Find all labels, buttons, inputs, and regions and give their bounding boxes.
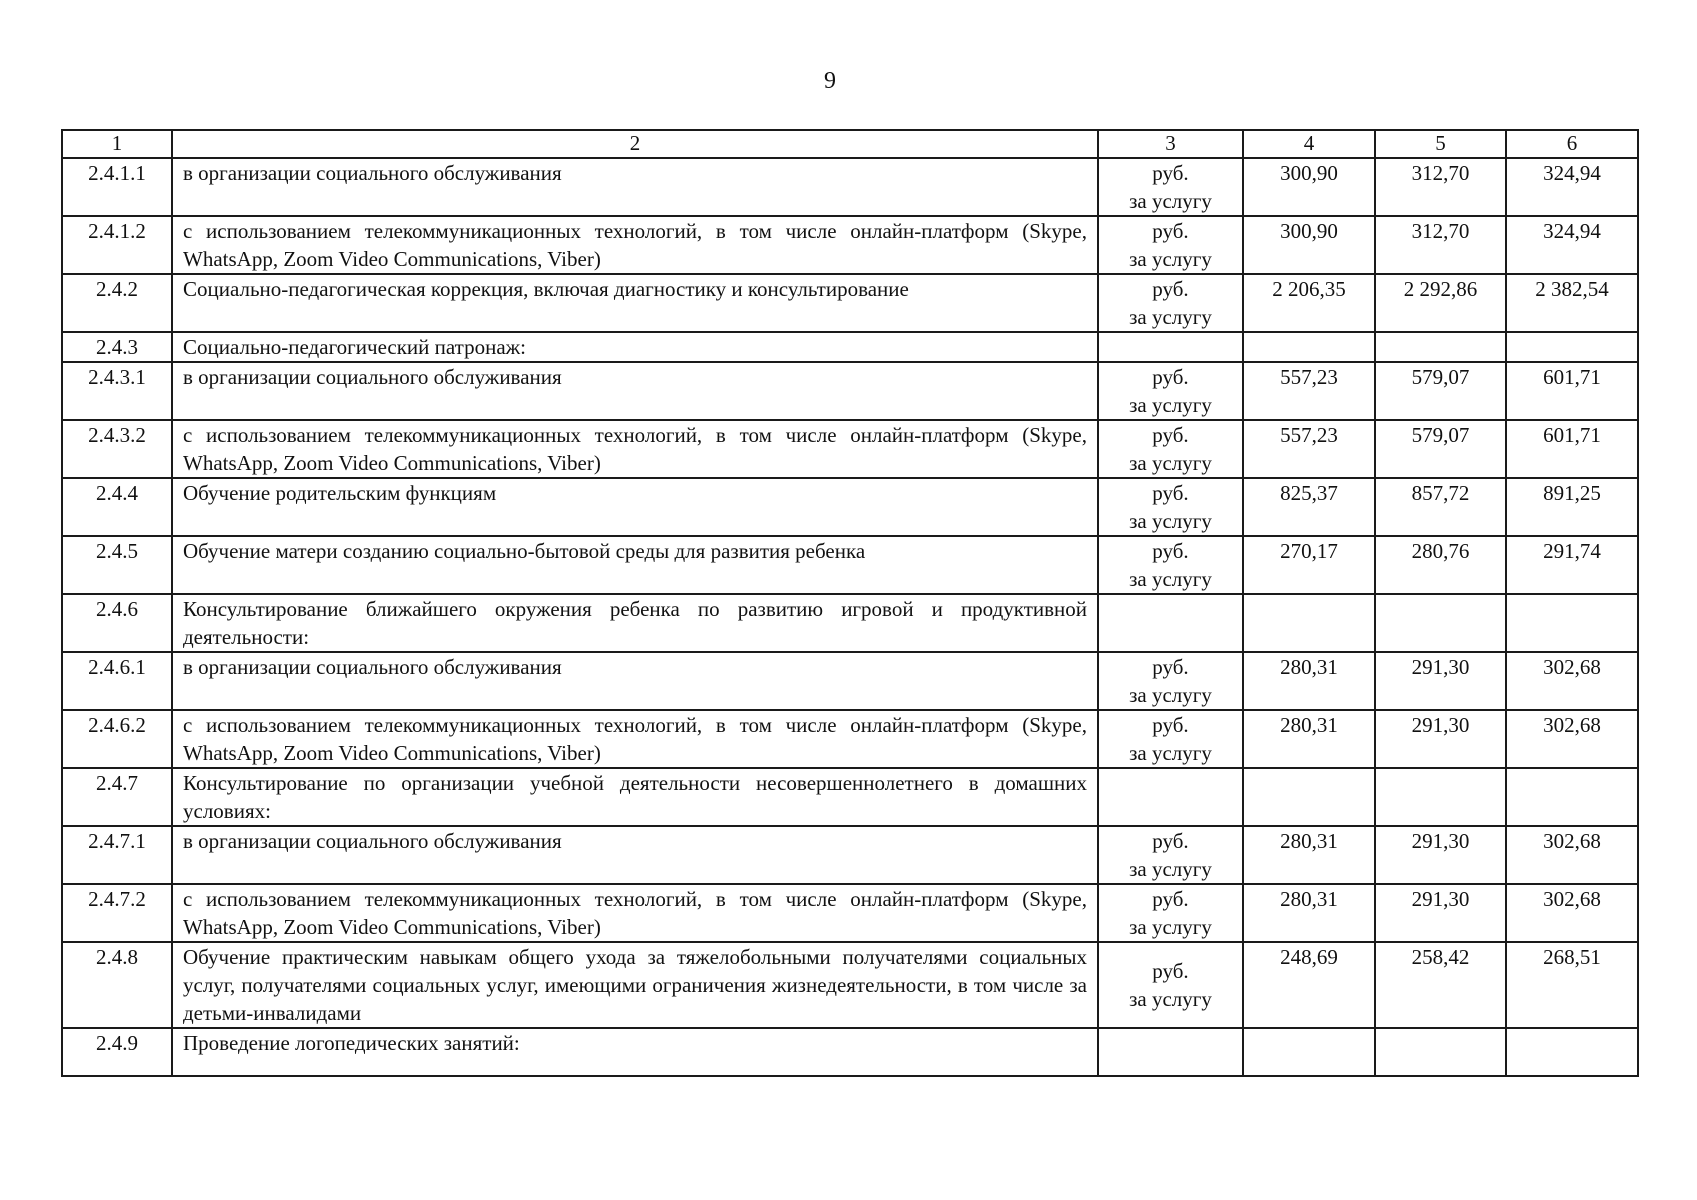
value-col-5: 291,30	[1375, 884, 1506, 942]
value-col-4: 300,90	[1243, 158, 1375, 216]
unit-cell: руб. за услугу	[1098, 884, 1243, 942]
service-name: в организации социального обслуживания	[172, 652, 1098, 710]
value-col-6: 2 382,54	[1506, 274, 1638, 332]
table-row	[62, 826, 1638, 884]
unit-cell	[1098, 1028, 1243, 1076]
table-row	[62, 536, 1638, 594]
page-number: 9	[824, 68, 836, 94]
value-col-6: 601,71	[1506, 420, 1638, 478]
service-name: Социально-педагогическая коррекция, включая диагностику и консультирование	[172, 274, 1098, 332]
value-col-4: 300,90	[1243, 216, 1375, 274]
value-col-4: 825,37	[1243, 478, 1375, 536]
value-col-5: 280,76	[1375, 536, 1506, 594]
service-name: Социально-педагогический патронаж:	[172, 332, 1098, 362]
unit-cell: руб. за услугу	[1098, 478, 1243, 536]
row-number: 2.4.5	[62, 536, 172, 594]
service-name: Проведение логопедических занятий:	[172, 1028, 1098, 1076]
unit-cell: руб. за услугу	[1098, 158, 1243, 216]
unit-cell: руб. за услугу	[1098, 420, 1243, 478]
value-col-6: 324,94	[1506, 158, 1638, 216]
value-col-5	[1375, 332, 1506, 362]
unit-cell: руб. за услугу	[1098, 362, 1243, 420]
value-col-4: 2 206,35	[1243, 274, 1375, 332]
table-row	[62, 332, 1638, 362]
value-col-5	[1375, 594, 1506, 652]
row-number: 2.4.6	[62, 594, 172, 652]
value-col-4: 280,31	[1243, 710, 1375, 768]
tariff-table-body	[62, 130, 1638, 1076]
row-number: 2.4.2	[62, 274, 172, 332]
unit-cell: руб. за услугу	[1098, 652, 1243, 710]
value-col-5: 291,30	[1375, 710, 1506, 768]
unit-cell	[1098, 594, 1243, 652]
table-row	[62, 158, 1638, 216]
value-col-5: 312,70	[1375, 216, 1506, 274]
value-col-4: 270,17	[1243, 536, 1375, 594]
value-col-5	[1375, 768, 1506, 826]
header-col-4: 4	[1243, 130, 1375, 158]
value-col-4	[1243, 332, 1375, 362]
header-row	[62, 130, 1638, 158]
service-name: Обучение родительским функциям	[172, 478, 1098, 536]
value-col-6: 302,68	[1506, 710, 1638, 768]
header-col-1: 1	[62, 130, 172, 158]
value-col-5: 857,72	[1375, 478, 1506, 536]
value-col-5: 291,30	[1375, 826, 1506, 884]
row-number: 2.4.1.1	[62, 158, 172, 216]
header-col-2: 2	[172, 130, 1098, 158]
unit-cell: руб. за услугу	[1098, 216, 1243, 274]
value-col-4	[1243, 768, 1375, 826]
row-number: 2.4.3.2	[62, 420, 172, 478]
value-col-6: 302,68	[1506, 826, 1638, 884]
unit-cell: руб. за услугу	[1098, 826, 1243, 884]
service-name: в организации социального обслуживания	[172, 158, 1098, 216]
service-name: с использованием телекоммуникационных технологий, в том числе онлайн-платформ (Skype, WhatsApp, Zoom Video Communications, Viber)	[172, 884, 1098, 942]
value-col-6	[1506, 594, 1638, 652]
value-col-6: 302,68	[1506, 652, 1638, 710]
value-col-6: 891,25	[1506, 478, 1638, 536]
header-col-5: 5	[1375, 130, 1506, 158]
value-col-5: 579,07	[1375, 420, 1506, 478]
row-number: 2.4.9	[62, 1028, 172, 1076]
value-col-4: 557,23	[1243, 420, 1375, 478]
value-col-5: 291,30	[1375, 652, 1506, 710]
value-col-4: 280,31	[1243, 652, 1375, 710]
tariff-table	[61, 129, 1639, 1077]
unit-cell	[1098, 768, 1243, 826]
table-row	[62, 710, 1638, 768]
table-row	[62, 478, 1638, 536]
service-name: с использованием телекоммуникационных технологий, в том числе онлайн-платформ (Skype, WhatsApp, Zoom Video Communications, Viber)	[172, 420, 1098, 478]
value-col-5: 312,70	[1375, 158, 1506, 216]
service-name: с использованием телекоммуникационных технологий, в том числе онлайн-платформ (Skype, WhatsApp, Zoom Video Communications, Viber)	[172, 710, 1098, 768]
header-col-3: 3	[1098, 130, 1243, 158]
service-name: Консультирование ближайшего окружения ребенка по развитию игровой и продуктивной деятельности:	[172, 594, 1098, 652]
value-col-5: 2 292,86	[1375, 274, 1506, 332]
row-number: 2.4.3.1	[62, 362, 172, 420]
row-number: 2.4.6.1	[62, 652, 172, 710]
value-col-6: 601,71	[1506, 362, 1638, 420]
service-name: Обучение практическим навыкам общего ухода за тяжелобольными получателями социальных услуг, получателями социальных услуг, имеющими ограничения жизнедеятельности, в том числе за детьми-инвалидами	[172, 942, 1098, 1028]
value-col-4: 280,31	[1243, 884, 1375, 942]
value-col-4: 557,23	[1243, 362, 1375, 420]
table-row	[62, 942, 1638, 1028]
unit-cell: руб. за услугу	[1098, 536, 1243, 594]
value-col-5: 579,07	[1375, 362, 1506, 420]
service-name: в организации социального обслуживания	[172, 826, 1098, 884]
value-col-6: 268,51	[1506, 942, 1638, 1028]
value-col-6	[1506, 332, 1638, 362]
value-col-4: 280,31	[1243, 826, 1375, 884]
unit-cell	[1098, 332, 1243, 362]
value-col-6: 302,68	[1506, 884, 1638, 942]
service-name: в организации социального обслуживания	[172, 362, 1098, 420]
row-number: 2.4.6.2	[62, 710, 172, 768]
table-row	[62, 420, 1638, 478]
row-number: 2.4.4	[62, 478, 172, 536]
value-col-6	[1506, 1028, 1638, 1076]
table-row	[62, 884, 1638, 942]
table-row	[62, 594, 1638, 652]
value-col-4	[1243, 1028, 1375, 1076]
row-number: 2.4.7.2	[62, 884, 172, 942]
unit-cell: руб. за услугу	[1098, 710, 1243, 768]
row-number: 2.4.1.2	[62, 216, 172, 274]
row-number: 2.4.7	[62, 768, 172, 826]
unit-cell: руб. за услугу	[1098, 942, 1243, 1028]
row-number: 2.4.8	[62, 942, 172, 1028]
value-col-4	[1243, 594, 1375, 652]
value-col-6	[1506, 768, 1638, 826]
service-name: Обучение матери созданию социально-бытовой среды для развития ребенка	[172, 536, 1098, 594]
table-row	[62, 362, 1638, 420]
value-col-4: 248,69	[1243, 942, 1375, 1028]
table-row	[62, 1028, 1638, 1076]
service-name: с использованием телекоммуникационных технологий, в том числе онлайн-платформ (Skype, WhatsApp, Zoom Video Communications, Viber)	[172, 216, 1098, 274]
table-row	[62, 216, 1638, 274]
row-number: 2.4.7.1	[62, 826, 172, 884]
table-row	[62, 768, 1638, 826]
value-col-5: 258,42	[1375, 942, 1506, 1028]
value-col-6: 324,94	[1506, 216, 1638, 274]
table-row	[62, 274, 1638, 332]
header-col-6: 6	[1506, 130, 1638, 158]
table-row	[62, 652, 1638, 710]
row-number: 2.4.3	[62, 332, 172, 362]
unit-cell: руб. за услугу	[1098, 274, 1243, 332]
value-col-6: 291,74	[1506, 536, 1638, 594]
service-name: Консультирование по организации учебной деятельности несовершеннолетнего в домашних условиях:	[172, 768, 1098, 826]
value-col-5	[1375, 1028, 1506, 1076]
